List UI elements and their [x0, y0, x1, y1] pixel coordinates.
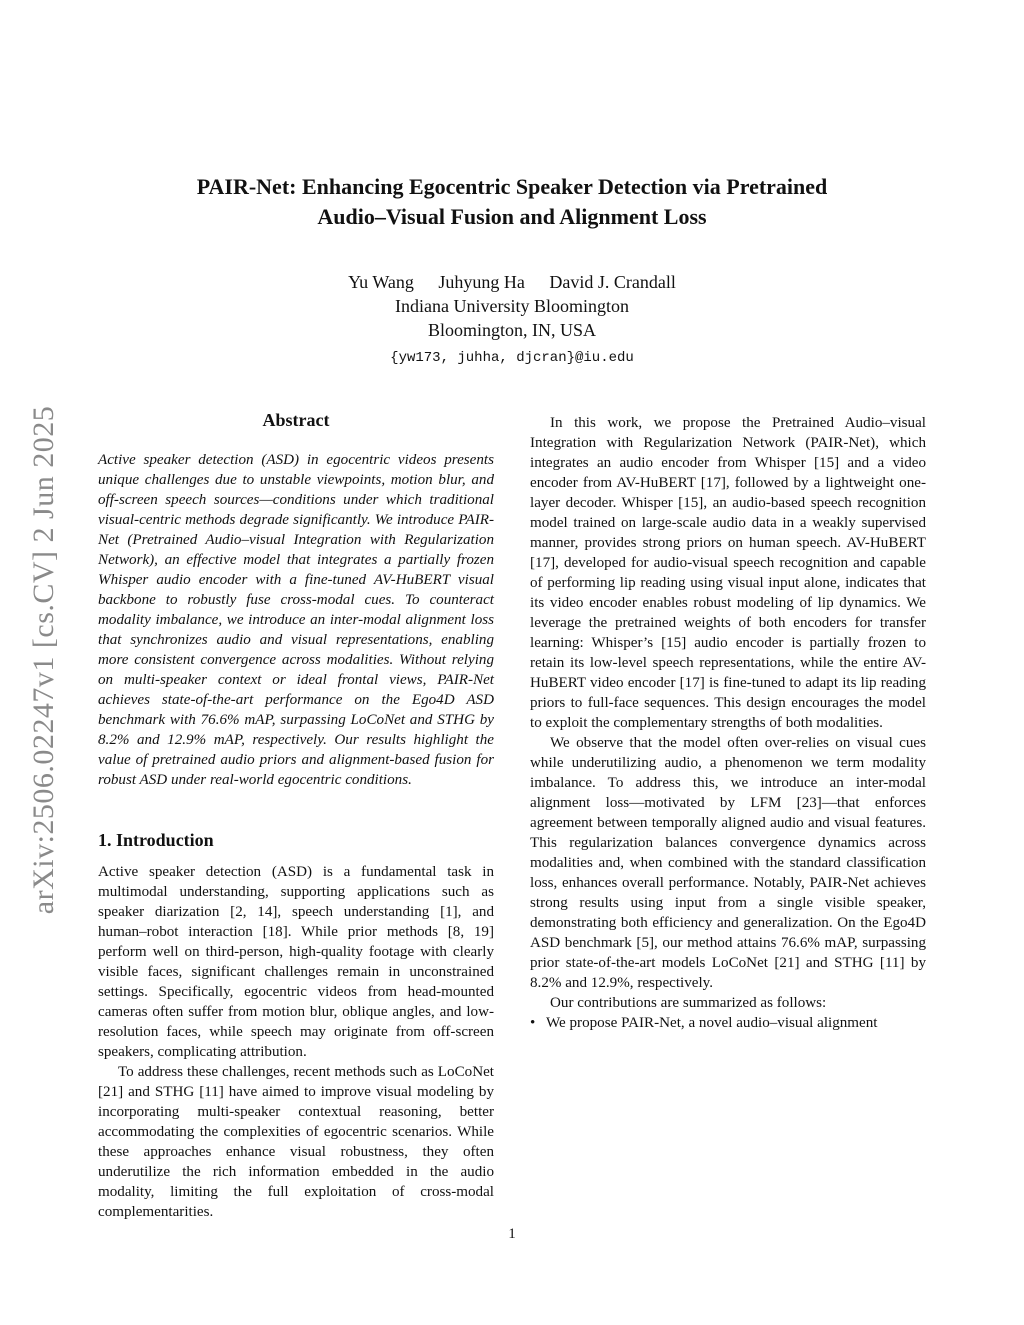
- author-1: Yu Wang: [348, 272, 414, 292]
- intro-paragraph-2: To address these challenges, recent methods such as LoCoNet [21] and STHG [11] have aimed to improve visual modeling by incorporating multi-speaker contextual reasoning, better accommodating the complexities of egocentric scenarios. While these approaches enhance visual robustness, they often underutilize the rich information embedded in the audio modality, limiting the full exploitation of cross-modal complementarities.: [98, 1064, 494, 1220]
- left-column: [98, 410, 494, 1222]
- author-3: David J. Crandall: [549, 272, 676, 292]
- author-emails: {yw173, juhha, djcran}@iu.edu: [390, 350, 634, 366]
- contribution-bullet: [530, 1013, 926, 1033]
- right-column: [530, 413, 926, 1033]
- bullet-marker: •: [530, 1015, 536, 1031]
- page-number: 1: [508, 1226, 516, 1242]
- contribution-text: We propose PAIR-Net, a novel audio–visual alignment: [546, 1015, 878, 1031]
- author-2: Juhyung Ha: [438, 272, 525, 292]
- intro-paragraph-3: In this work, we propose the Pretrained Audio–visual Integration with Regularization Network (PAIR-Net), which integrates an audio encoder from Whisper [15] and a video encoder from AV-HuBERT [17], followed by a lightweight one-layer decoder. Whisper [15], an audio-based speech recognition model trained on large-scale audio data in a weakly supervised manner, provides strong priors on human speech. AV-HuBERT [17], developed for audio-visual speech recognition and capable of performing lip reading using visual input alone, indicates that its video encoder enables robust modeling of lip dynamics. We leverage the pretrained weights of both encoders for transfer learning: Whisper’s [15] audio encoder is partially frozen to retain its low-level speech representations, while the entire AV-HuBERT video encoder [17] is fine-tuned to adapt its lip reading priors to full-face sequences. This design encourages the model to exploit the complementary strengths of both modalities.: [530, 415, 926, 731]
- intro-paragraph-1: Active speaker detection (ASD) is a fundamental task in multimodal understanding, supporting applications such as speaker diarization [2, 14], speech understanding [1], and human–robot interaction [18]. While prior methods [8, 19] perform well on third-person, high-quality footage with clearly visible faces, significant challenges remain in unconstrained settings. Specifically, egocentric videos from head-mounted cameras often suffer from motion blur, oblique angles, and low-resolution faces, while speech may originate from off-screen speakers, complicating attribution.: [98, 864, 494, 1060]
- intro-paragraph-4: We observe that the model often over-relies on visual cues while underutilizing audio, a phenomenon we term modality imbalance. To address this, we introduce an inter-modal alignment loss—motivated by LFM [23]—that enforces agreement between temporally aligned audio and visual features. This regularization balances convergence dynamics across modalities and, when combined with the standard classification loss, enhances overall performance. Notably, PAIR-Net achieves strong results using input from a single visible speaker, demonstrating both efficiency and generalization. On the Ego4D ASD benchmark [5], our method attains 76.6% mAP, surpassing prior state-of-the-art models LoCoNet [21] and STHG [11] by 8.2% and 12.9%, respectively.: [530, 735, 926, 991]
- intro-paragraph-5: Our contributions are summarized as follows:: [550, 995, 827, 1011]
- arxiv-id-text: arXiv:2506.02247v1 [cs.CV] 2 Jun 2025: [27, 405, 60, 915]
- location: Bloomington, IN, USA: [427, 320, 596, 340]
- affiliation: Indiana University Bloomington: [395, 296, 629, 316]
- title-line-2: Audio–Visual Fusion and Alignment Loss: [317, 204, 707, 229]
- abstract-heading: Abstract: [262, 410, 330, 430]
- title-line-1: PAIR-Net: Enhancing Egocentric Speaker Detection via Pretrained: [196, 174, 828, 199]
- abstract-body: Active speaker detection (ASD) in egocentric videos presents unique challenges due to unstable viewpoints, motion blur, and off-screen speech sources—conditions under which traditional visual-centric methods degrade significantly. We introduce PAIR-Net (Pretrained Audio–visual Integration with Regularization Network), an effective model that integrates a partially frozen Whisper audio encoder with a fine-tuned AV-HuBERT visual backbone to robustly fuse cross-modal cues. To counteract modality imbalance, we introduce an inter-modal alignment loss that synchronizes audio and visual representations, enabling more consistent convergence across modalities. Without relying on multi-speaker context or ideal frontal views, PAIR-Net achieves state-of-the-art performance on the Ego4D ASD benchmark with 76.6% mAP, surpassing LoCoNet and STHG by 8.2% and 12.9% mAP, respectively. Our results highlight the value of pretrained audio priors and alignment-based fusion for robust ASD under real-world egocentric conditions.: [98, 452, 494, 788]
- paper-title: [100, 172, 924, 232]
- author-names: [100, 270, 924, 294]
- arxiv-identifier-stamp: [18, 380, 70, 940]
- author-block: [100, 270, 924, 370]
- introduction-heading: 1. Introduction: [98, 830, 214, 850]
